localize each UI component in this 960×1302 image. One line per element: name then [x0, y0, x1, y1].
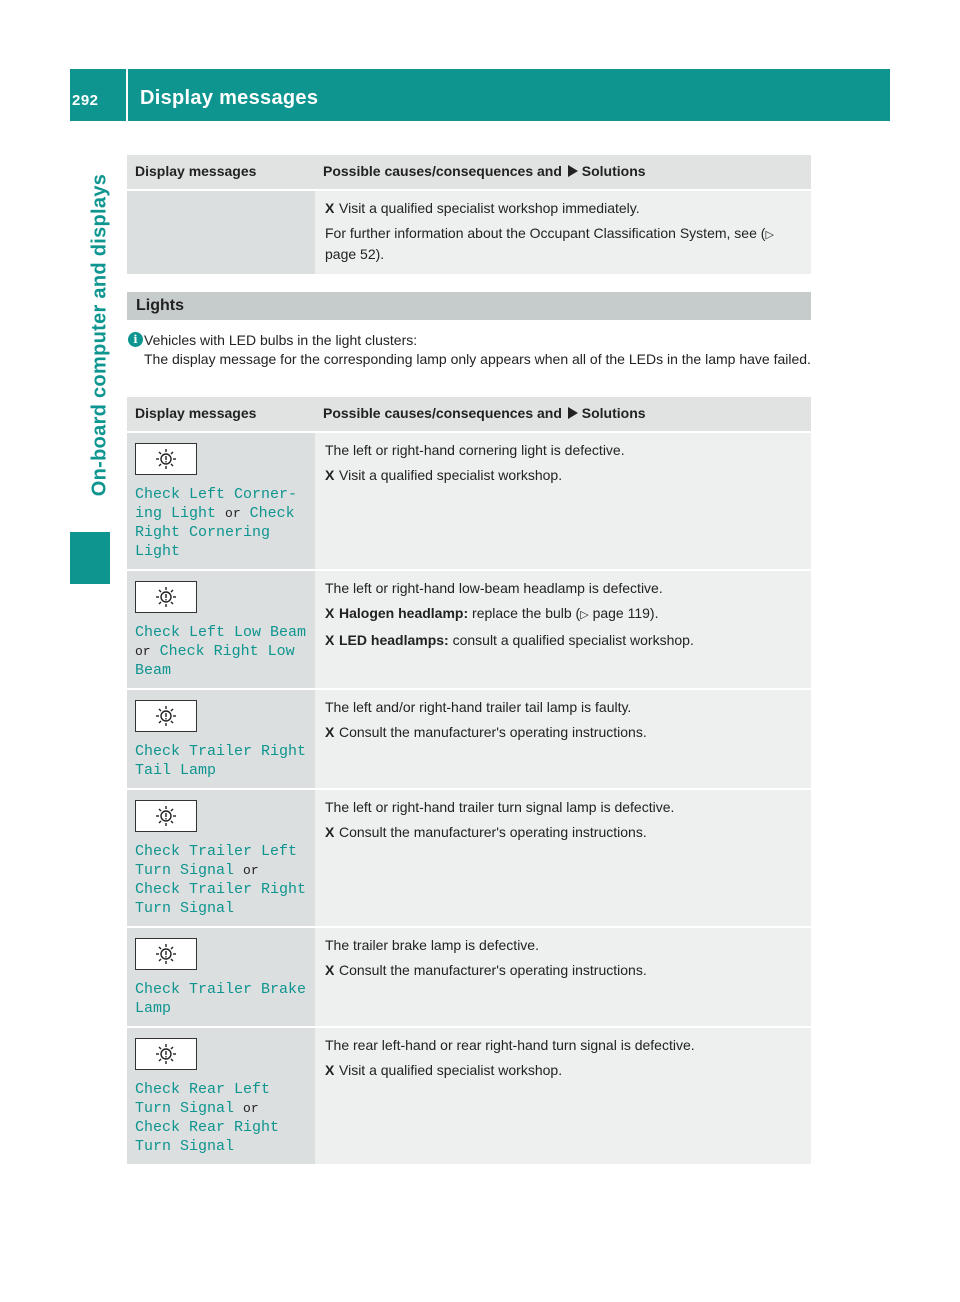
step-marker-icon: X — [325, 632, 335, 648]
table-row — [127, 1027, 811, 1165]
solution-step: X Consult the manufacturer's operating instructions. — [325, 824, 647, 840]
message-text: Check Trailer Brake Lamp — [135, 981, 307, 1017]
causes-cell — [315, 689, 811, 789]
message-text: Check Left Low Beam — [135, 624, 307, 641]
step-marker-icon: X — [325, 724, 335, 740]
message-text: Check Right Low Beam — [135, 643, 295, 679]
message-text: Check Trailer Right Tail Lamp — [135, 743, 307, 779]
causes-cell — [315, 789, 811, 927]
message-text: Check Trailer Right Turn Signal — [135, 881, 307, 917]
solution-arrow-icon — [568, 165, 578, 177]
causes-cell — [315, 432, 811, 570]
solution-step: X Halogen headlamp: replace the bulb (▷ page 119). — [325, 604, 803, 625]
step-marker-icon: X — [325, 962, 335, 978]
table-row — [127, 570, 811, 689]
side-tab — [80, 125, 120, 545]
cause-text: The left or right-hand trailer turn signal lamp is defective. — [325, 799, 675, 815]
table-row — [127, 789, 811, 927]
message-text: Check Rear Right Turn Signal — [135, 1119, 280, 1155]
side-tab-label: On-board computer and displays — [88, 173, 111, 497]
display-message-cell — [127, 927, 315, 1027]
page-number: 292 — [72, 92, 99, 109]
col-header-display-messages: Display messages — [127, 397, 315, 432]
message-text: Check Right Cornering Light — [135, 505, 295, 560]
step-marker-icon: X — [325, 467, 335, 483]
side-tab-marker — [70, 532, 110, 584]
page-ref-arrow-icon: ▷ — [580, 609, 589, 621]
page-title: Display messages — [140, 87, 319, 109]
display-message-cell — [127, 190, 315, 275]
col-header-display-messages: Display messages — [127, 155, 315, 190]
solution-step: X Visit a qualified specialist workshop. — [325, 467, 563, 483]
solution-step: X LED headlamps: consult a qualified specialist workshop. — [325, 632, 694, 648]
solution-arrow-icon — [568, 407, 578, 419]
table-header-row — [127, 155, 811, 190]
continuation-table — [127, 155, 811, 276]
lamp-fault-icon — [135, 800, 197, 832]
cause-text: The rear left-hand or rear right-hand turn signal is defective. — [325, 1037, 695, 1053]
step-marker-icon: X — [325, 200, 335, 216]
display-message-cell: Check Left Low Beam or Check Right Low Beam — [127, 570, 315, 689]
table-row — [127, 432, 811, 570]
display-message-cell: Check Left Corner‐ ing Light or Check Right Cornering Light — [127, 432, 315, 570]
cause-text: The trailer brake lamp is defective. — [325, 937, 539, 953]
info-icon: i — [128, 332, 143, 347]
step-marker-icon: X — [325, 824, 335, 840]
table-row — [127, 927, 811, 1027]
header-divider — [126, 69, 128, 121]
step-marker-icon: X — [325, 605, 335, 621]
note-text: For further information about the Occupant Classification System, see (▷ page 52). — [325, 225, 774, 262]
lamp-fault-icon — [135, 938, 197, 970]
message-text: Check Rear Left Turn Signal — [135, 1081, 271, 1117]
cause-text: The left and/or right-hand trailer tail lamp is faulty. — [325, 699, 632, 715]
table-row — [127, 689, 811, 789]
cause-text: The left or right-hand cornering light is defective. — [325, 442, 625, 458]
display-message-cell — [127, 689, 315, 789]
causes-cell — [315, 927, 811, 1027]
lamp-fault-icon — [135, 700, 197, 732]
section-heading-lights: Lights — [127, 292, 811, 320]
causes-cell — [315, 190, 811, 275]
table-row — [127, 190, 811, 275]
col-header-causes: Possible causes/consequences and Solutions — [315, 155, 811, 190]
page-ref-arrow-icon: ▷ — [765, 229, 774, 241]
cause-text: The left or right-hand low-beam headlamp is defective. — [325, 580, 663, 596]
causes-cell — [315, 570, 811, 689]
solution-step: X Consult the manufacturer's operating instructions. — [325, 724, 647, 740]
lamp-fault-icon — [135, 581, 197, 613]
lamp-fault-icon — [135, 443, 197, 475]
solution-step: X Visit a qualified specialist workshop immediately. — [325, 200, 640, 216]
step-marker-icon: X — [325, 1062, 335, 1078]
lamp-fault-icon — [135, 1038, 197, 1070]
info-note: Vehicles with LED bulbs in the light clusters: The display message for the corresponding lamp only appears when all of the LEDs in the lamp have failed. — [144, 332, 811, 367]
causes-cell — [315, 1027, 811, 1165]
table-header-row — [127, 397, 811, 432]
col-header-causes: Possible causes/consequences and Solutions — [315, 397, 811, 432]
solution-step: X Visit a qualified specialist workshop. — [325, 1062, 563, 1078]
lights-table — [127, 397, 811, 1166]
display-message-cell: Check Trailer Left Turn Signal or Check Trailer Right Turn Signal — [127, 789, 315, 927]
solution-step: X Consult the manufacturer's operating instructions. — [325, 962, 647, 978]
display-message-cell: Check Rear Left Turn Signal or Check Rear Right Turn Signal — [127, 1027, 315, 1165]
message-text: Check Left Corner‐ ing Light — [135, 486, 298, 522]
message-text: Check Trailer Left Turn Signal — [135, 843, 298, 879]
